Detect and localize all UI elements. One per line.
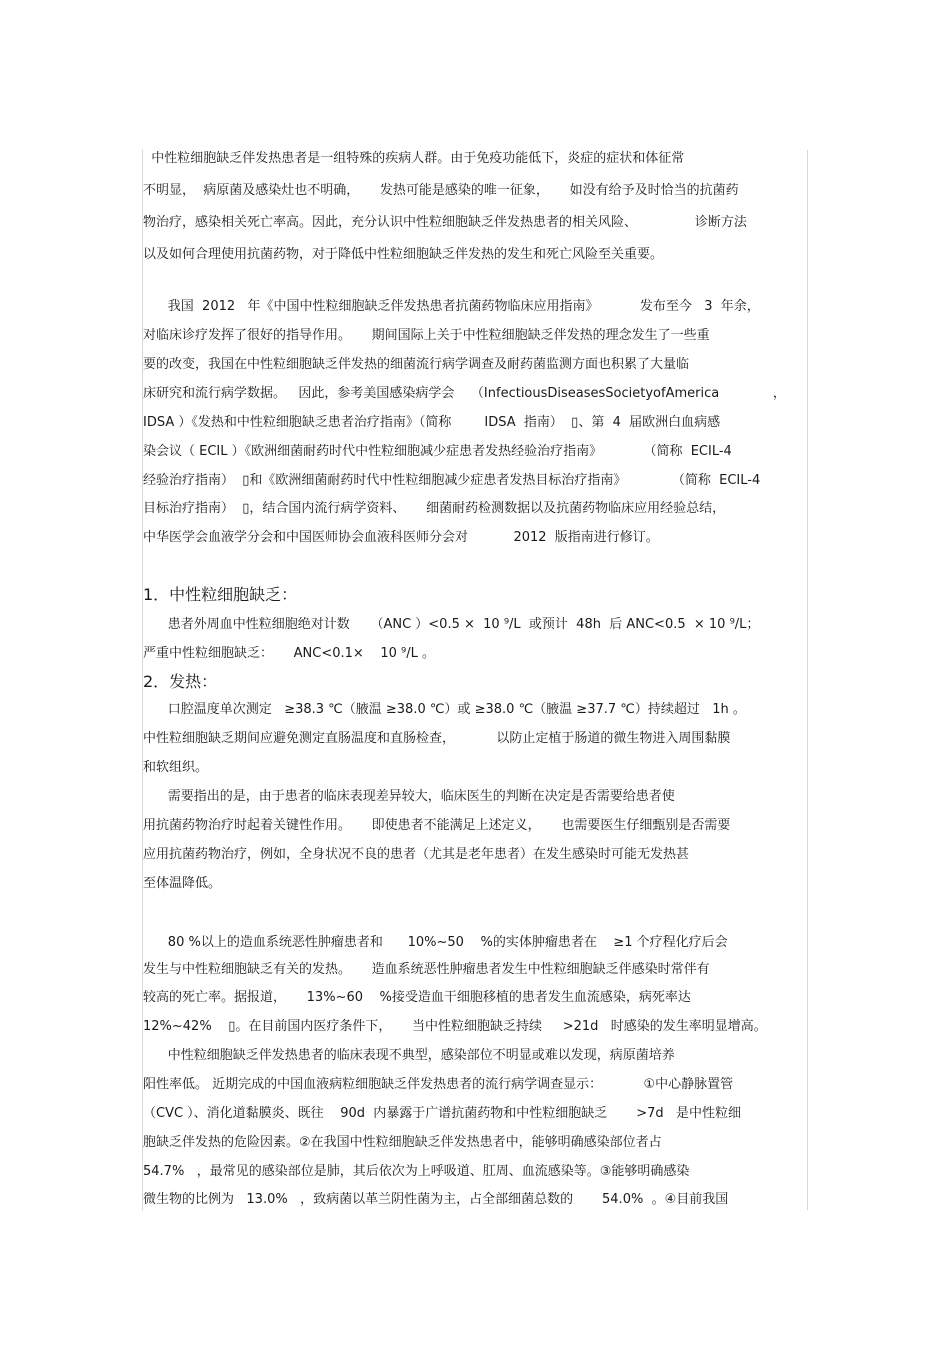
paragraph-line: 用抗菌药物治疗时起着关键性作用。 即使患者不能满足上述定义， 也需要医生仔细甄别是否需要: [143, 818, 731, 833]
paragraph-line: 不明显， 病原菌及感染灶也不明确， 发热可能是感染的唯一征象， 如没有给予及时恰当的抗菌药: [143, 183, 739, 198]
paragraph-line: 中性粒细胞缺乏伴发热患者是一组特殊的疾病人群。由于免疫功能低下，炎症的症状和体征常: [143, 151, 685, 166]
paragraph-line: 染会议（ ECIL ）《欧洲细菌耐药时代中性粒细胞减少症患者发热经验治疗指南》 （简称 ECIL-4: [143, 444, 732, 459]
paragraph-line: 以及如何合理使用抗菌药物，对于降低中性粒细胞缺乏伴发热的发生和死亡风险至关重要。: [143, 247, 664, 262]
paragraph-line: 中华医学会血液学分会和中国医师协会血液科医师分会对 2012 版指南进行修订。: [143, 530, 659, 545]
paragraph-line: 应用抗菌药物治疗，例如，全身状况不良的患者（尤其是老年患者）在发生感染时可能无发热甚: [143, 847, 690, 862]
paragraph-line: 要的改变，我国在中性粒细胞缺乏伴发热的细菌流行病学调查及耐药菌监测方面也积累了大量临: [143, 357, 690, 372]
paragraph-line: 对临床诊疗发挥了很好的指导作用。 期间国际上关于中性粒细胞缺乏伴发热的理念发生了一些重: [143, 328, 710, 343]
paragraph-line: （CVC ）、消化道黏膜炎、既往 90d 内暴露于广谱抗菌药物和中性粒细胞缺乏 >7d 是中性粒细: [143, 1106, 742, 1121]
paragraph-line: 和软组织。: [143, 760, 209, 775]
paragraph-line: 患者外周血中性粒细胞绝对计数 （ANC ）<0.5 × 10 ⁹/L 或预计 48h 后 ANC<0.5 × 10 ⁹/L；: [143, 617, 760, 632]
paragraph-line: IDSA ）《发热和中性粒细胞缺乏患者治疗指南》（简称 IDSA 指南） ▯、第 4 届欧洲白血病感: [143, 415, 721, 430]
paragraph-line: 发生与中性粒细胞缺乏有关的发热。 造血系统恶性肿瘤患者发生中性粒细胞缺乏伴感染时常伴有: [143, 962, 710, 977]
paragraph-line: 经验治疗指南） ▯和《欧洲细菌耐药时代中性粒细胞减少症患者发热目标治疗指南》 （简称 ECIL-4: [143, 473, 761, 488]
paragraph-line: 胞缺乏伴发热的危险因素。②在我国中性粒细胞缺乏伴发热患者中，能够明确感染部位者占: [143, 1135, 662, 1150]
paragraph-line: 口腔温度单次测定 ≥38.3 ℃（腋温 ≥38.0 ℃）或 ≥38.0 ℃（腋温 ≥37.7 ℃）持续超过 1h 。: [143, 702, 746, 717]
paragraph-line: 我国 2012 年《中国中性粒细胞缺乏伴发热患者抗菌药物临床应用指南》 发布至今 3 年余，: [143, 299, 760, 314]
paragraph-line: 需要指出的是，由于患者的临床表现差异较大，临床医生的判断在决定是否需要给患者使: [143, 789, 675, 804]
paragraph-line: 至体温降低。: [143, 876, 222, 891]
paragraph-line: 80 %以上的造血系统恶性肿瘤患者和 10%~50 %的实体肿瘤患者在 ≥1 个疗程化疗后会: [143, 935, 728, 950]
section-heading-fever: 2．发热：: [143, 672, 218, 691]
paragraph-line: 严重中性粒细胞缺乏： ANC<0.1× 10 ⁹/L 。: [143, 646, 435, 661]
section-heading-neutropenia: 1．中性粒细胞缺乏：: [143, 585, 298, 604]
paragraph-line: 中性粒细胞缺乏期间应避免测定直肠温度和直肠检查， 以防止定植于肠道的微生物进入周围黏膜: [143, 731, 731, 746]
paragraph-line: 目标治疗指南） ▯，结合国内流行病学资料、 细菌耐药检测数据以及抗菌药物临床应用经验总结，: [143, 501, 726, 516]
paragraph-line: 较高的死亡率。据报道， 13%~60 %接受造血干细胞移植的患者发生血流感染，病死率达: [143, 990, 691, 1005]
paragraph-line: 床研究和流行病学数据。 因此，参考美国感染病学会 （InfectiousDiseasesSocietyofAmerica ，: [143, 386, 786, 401]
paragraph-line: 12%~42% ▯。在目前国内医疗条件下， 当中性粒细胞缺乏持续 >21d 时感染的发生率明显增高。: [143, 1019, 767, 1034]
paragraph-line: 中性粒细胞缺乏伴发热患者的临床表现不典型，感染部位不明显或难以发现，病原菌培养: [143, 1048, 675, 1063]
paragraph-line: 微生物的比例为 13.0% ，致病菌以革兰阴性菌为主，占全部细菌总数的 54.0% 。④目前我国: [143, 1192, 729, 1207]
paragraph-line: 阳性率低。 近期完成的中国血液病粒细胞缺乏伴发热患者的流行病学调查显示： ①中心静脉置管: [143, 1077, 734, 1092]
paragraph-line: 54.7% ，最常见的感染部位是肺，其后依次为上呼吸道、肛周、血流感染等。③能够明确感染: [143, 1164, 690, 1179]
paragraph-line: 物治疗，感染相关死亡率高。因此，充分认识中性粒细胞缺乏伴发热患者的相关风险、 诊断方法: [143, 215, 747, 230]
